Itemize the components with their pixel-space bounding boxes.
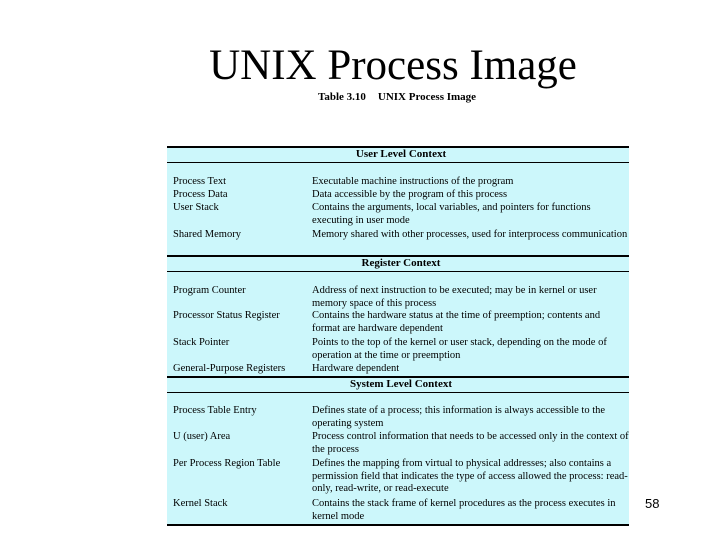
page-number: 58: [645, 496, 660, 511]
row-desc-process-table-entry: Defines state of a process; this information is always accessible to the operating system: [312, 405, 606, 429]
row-desc-process-text: Executable machine instructions of the program: [312, 176, 514, 187]
row-desc-general-purpose-registers: Hardware dependent: [312, 363, 400, 374]
row-name-per-process-region-table: Per Process Region Table: [173, 458, 281, 469]
row-name-shared-memory: Shared Memory: [173, 229, 241, 240]
row-desc-per-process-region-table: Defines the mapping from virtual to physical addresses; also contains a permission field that indicates the type of access allowed the process: read-only, read-write, or read-execute: [312, 458, 628, 494]
section-rule: [167, 392, 629, 393]
row-name-process-table-entry: Process Table Entry: [173, 405, 257, 416]
row-desc-stack-pointer: Points to the top of the kernel or user stack, depending on the mode of operation at the time or preemption: [312, 337, 607, 361]
row-name-process-text: Process Text: [173, 176, 227, 187]
section-heading-register: Register Context: [361, 257, 441, 269]
table-caption: [318, 91, 476, 103]
table-caption-title: UNIX Process Image: [377, 91, 477, 103]
row-desc-processor-status-register: Contains the hardware status at the time of preemption; contents and format are hardware dependent: [312, 310, 601, 334]
row-name-program-counter: Program Counter: [173, 285, 246, 296]
row-desc-process-data: Data accessible by the program of this process: [312, 189, 508, 200]
row-desc-user-stack: Contains the arguments, local variables, and pointers for functions executing in user mode: [312, 202, 591, 226]
section-rule: [167, 271, 629, 272]
slide-title: UNIX Process Image: [209, 42, 577, 89]
row-name-kernel-stack: Kernel Stack: [173, 498, 228, 509]
row-name-process-data: Process Data: [173, 189, 228, 200]
section-heading-system-level: System Level Context: [349, 378, 453, 390]
row-name-general-purpose-registers: General-Purpose Registers: [173, 363, 286, 374]
table-caption-number: Table 3.10: [318, 91, 366, 103]
row-desc-kernel-stack: Contains the stack frame of kernel procedures as the process executes in kernel mode: [312, 498, 616, 522]
row-name-u-area: U (user) Area: [173, 431, 231, 442]
section-rule: [167, 162, 629, 163]
row-name-processor-status-register: Processor Status Register: [173, 310, 280, 321]
row-desc-program-counter: Address of next instruction to be executed; may be in kernel or user memory space of this process: [312, 285, 597, 309]
row-name-stack-pointer: Stack Pointer: [173, 337, 230, 348]
section-heading-user-level: User Level Context: [355, 148, 447, 160]
row-desc-u-area: Process control information that needs to be accessed only in the context of the process: [312, 431, 629, 455]
row-desc-shared-memory: Memory shared with other processes, used for interprocess communication: [312, 229, 628, 240]
row-name-user-stack: User Stack: [173, 202, 219, 213]
